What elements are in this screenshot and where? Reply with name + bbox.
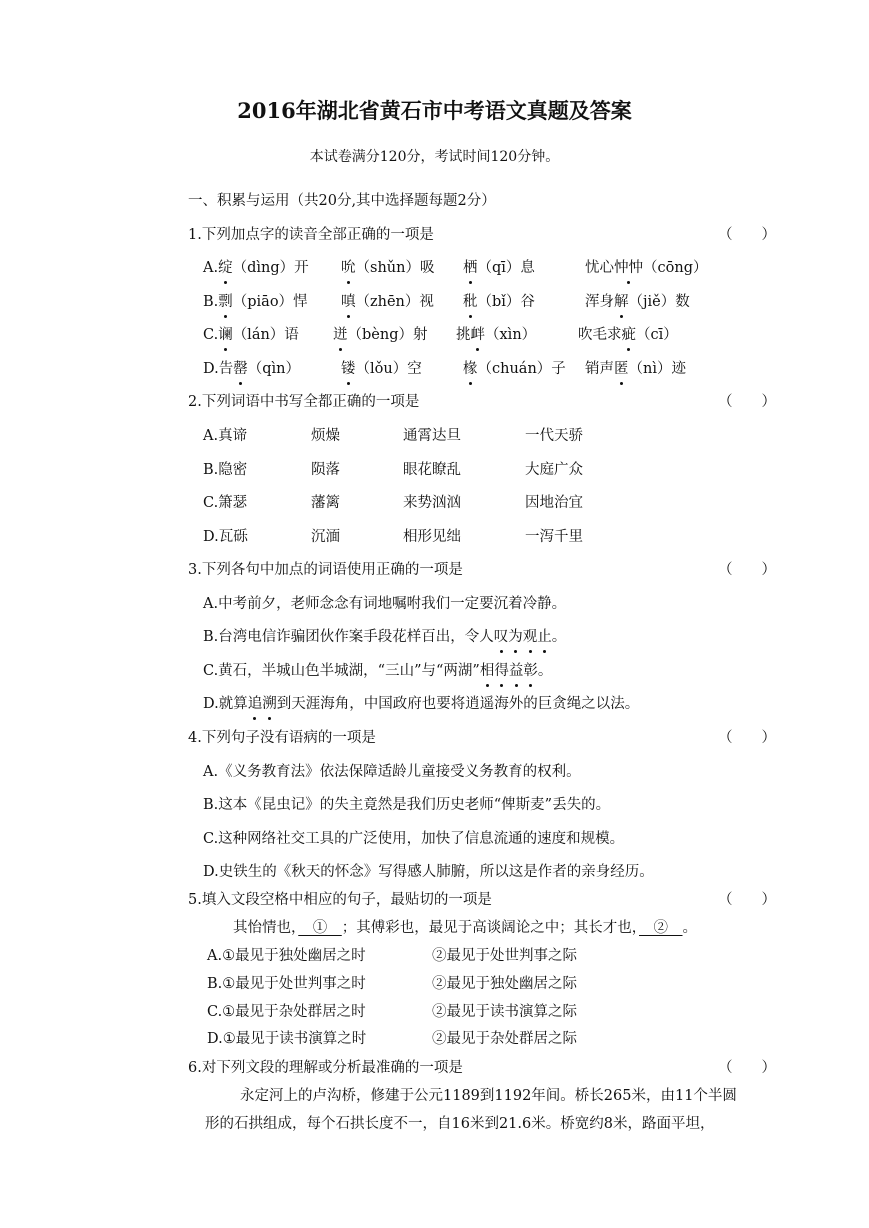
pinyin-text: （cī） [636, 327, 678, 343]
question-4-stem: 4.下列句子没有语病的一项是 [188, 730, 376, 746]
plain-char: 吹毛求 [578, 327, 622, 343]
option-letter: B. [203, 294, 219, 310]
option-text: A.中考前夕，老师 [203, 596, 320, 612]
question-5-stem: 5.填入文段空格中相应的句子，最贴切的一项是 [188, 892, 492, 908]
dotted-char: 椽 [463, 361, 478, 377]
question-3-option-b [203, 627, 566, 647]
question-4-option-b: B.这本《昆虫记》的失主竟然是我们历史老师“俾斯麦”丢失的。 [203, 797, 611, 813]
dotted-char: 秕 [463, 294, 478, 310]
pinyin-text: （chuán）子 [477, 361, 566, 377]
dotted-char: 忡忡 [614, 260, 643, 276]
blank-2: ② [639, 920, 683, 936]
option-text: 地嘱咐我们一定要沉着冷静。 [377, 596, 567, 612]
dotted-char: 吮 [341, 260, 356, 276]
plain-char: 忧心 [585, 260, 614, 276]
question-4-option-d: D.史铁生的《秋天的怀念》写得感人肺腑，所以这是作者的亲身经历。 [203, 864, 654, 880]
question-4-option-a: A.《义务教育法》依法保障适龄儿童接受义务教育的权利。 [203, 764, 581, 780]
passage-text: 。 [682, 920, 697, 936]
passage-text: 其怡情也， [233, 920, 299, 936]
question-5-option-c-second: ②最见于读书演算之际 [432, 1004, 577, 1020]
question-2-word: A.真谛 [203, 428, 248, 444]
dotted-char: 谰 [218, 327, 233, 343]
pinyin-text: （nì）迹 [628, 361, 686, 377]
question-2-word: 因地治宜 [525, 495, 583, 511]
question-5-option-c-first: C.①最见于杂处群居之时 [207, 1004, 366, 1020]
question-3-option-c [203, 661, 552, 681]
question-2-word: 来势汹汹 [403, 495, 461, 511]
question-5-option-b-first: B.①最见于处世判事之时 [207, 976, 366, 992]
question-2-word: 烦燥 [311, 428, 340, 444]
dotted-char: 剽 [218, 294, 233, 310]
option-letter: D. [203, 361, 219, 377]
question-5-option-d-first: D.①最见于读书演算之时 [207, 1031, 367, 1047]
question-4-option-c: C.这种网络社交工具的广泛使用，加快了信息流通的速度和规模。 [203, 831, 625, 847]
plain-char: 挑 [456, 327, 471, 343]
pinyin-text: （qìn） [247, 361, 300, 377]
question-6-passage-line-2: 形的石拱组成，每个石拱长度不一，自16米到21.6米。桥宽约8米，路面平坦， [205, 1116, 715, 1132]
question-6-passage-line-1: 永定河上的卢沟桥，修建于公元1189到1192年间。桥长265米，由11个半圆 [240, 1088, 737, 1104]
plain-char: 告 [218, 361, 234, 377]
question-2-word: 相形见绌 [403, 529, 461, 545]
dotted-phrase: 相得益彰 [479, 663, 538, 679]
option-text: C.黄石，半城山色半城湖，“三山”与“两湖” [203, 663, 480, 679]
dotted-phrase: 追溯 [247, 696, 277, 712]
question-2-word: B.隐密 [203, 462, 248, 478]
dotted-phrase: 叹为观止 [493, 629, 552, 645]
dotted-phrase: 念念有词 [319, 596, 378, 612]
dotted-char: 嗔 [341, 294, 356, 310]
pinyin-text: （lán）语 [232, 327, 299, 343]
answer-bracket: （ ） [718, 227, 776, 243]
answer-bracket: （ ） [718, 562, 776, 578]
question-5-option-a-second: ②最见于处世判事之际 [432, 948, 577, 964]
question-2-word: 通霄达旦 [403, 428, 461, 444]
exam-info: 本试卷满分120分，考试时间120分钟。 [309, 149, 560, 165]
question-5-option-d-second: ②最见于杂处群居之际 [432, 1031, 577, 1047]
option-text: D.就算 [203, 696, 248, 712]
question-2-word: C.箫瑟 [203, 495, 248, 511]
option-text: 。 [537, 663, 553, 679]
question-3-option-a [203, 594, 566, 614]
question-5-option-a-first: A.①最见于独处幽居之时 [207, 948, 366, 964]
dotted-char: 解 [614, 294, 629, 310]
page-title: 2016年湖北省黄石市中考语文真题及答案 [237, 98, 632, 123]
pinyin-text: （bèng）射 [347, 327, 428, 343]
dotted-char: 栖 [463, 260, 478, 276]
dotted-char: 疵 [621, 327, 636, 343]
question-1-stem: 1.下列加点字的读音全部正确的一项是 [188, 227, 434, 243]
question-2-word: 沉湎 [311, 529, 340, 545]
question-5-passage [233, 918, 697, 938]
pinyin-text: （qī）息 [477, 260, 535, 276]
answer-bracket: （ ） [718, 892, 776, 908]
dotted-char: 迸 [333, 327, 348, 343]
answer-bracket: （ ） [718, 1060, 776, 1076]
answer-bracket: （ ） [718, 730, 776, 746]
question-5-option-b-second: ②最见于独处幽居之际 [432, 976, 577, 992]
option-text: B.台湾电信诈骗团伙作案手段花样百出，令人 [203, 629, 494, 645]
dotted-char: 镂 [341, 361, 356, 377]
question-6-stem: 6.对下列文段的理解或分析最准确的一项是 [188, 1060, 463, 1076]
pinyin-text: （xìn） [485, 327, 537, 343]
question-2-word: 眼花瞭乱 [403, 462, 461, 478]
question-2-word: 藩篱 [311, 495, 340, 511]
question-3-option-d [203, 694, 639, 714]
question-2-word: 一泻千里 [525, 529, 583, 545]
answer-bracket: （ ） [718, 394, 776, 410]
question-2-stem: 2.下列词语中书写全都正确的一项是 [188, 394, 420, 410]
question-2-word: D.瓦砾 [203, 529, 248, 545]
pinyin-text: （zhēn）视 [355, 294, 434, 310]
option-text: 到天涯海角，中国政府也要将逍遥海外的巨贪绳之以法。 [276, 696, 640, 712]
pinyin-text: （jiě）数 [628, 294, 690, 310]
question-2-word: 陨落 [311, 462, 340, 478]
option-letter: C. [203, 327, 219, 343]
question-2-word: 大庭广众 [525, 462, 583, 478]
section-heading: 一、积累与运用（共20分,其中选择题每题2分） [188, 193, 496, 209]
passage-text: ；其傅彩也，最见于高谈阔论之中；其长才也， [341, 920, 639, 936]
question-2-word: 一代天骄 [525, 428, 583, 444]
pinyin-text: （dìng）开 [232, 260, 309, 276]
plain-char: 销声 [585, 361, 614, 377]
dotted-char: 罄 [233, 361, 248, 377]
plain-char: 浑身 [585, 294, 614, 310]
dotted-char: 匿 [614, 361, 629, 377]
pinyin-text: （lǒu）空 [355, 361, 422, 377]
pinyin-text: （piāo）悍 [232, 294, 308, 310]
dotted-char: 绽 [218, 260, 233, 276]
pinyin-text: （shǔn）吸 [355, 260, 435, 276]
pinyin-text: （bǐ）谷 [477, 294, 535, 310]
pinyin-text: （cōng） [643, 260, 708, 276]
question-3-stem: 3.下列各句中加点的词语使用正确的一项是 [188, 562, 463, 578]
blank-1: ① [298, 920, 342, 936]
option-text: 。 [551, 629, 567, 645]
dotted-char: 衅 [470, 327, 485, 343]
option-letter: A. [203, 260, 219, 276]
